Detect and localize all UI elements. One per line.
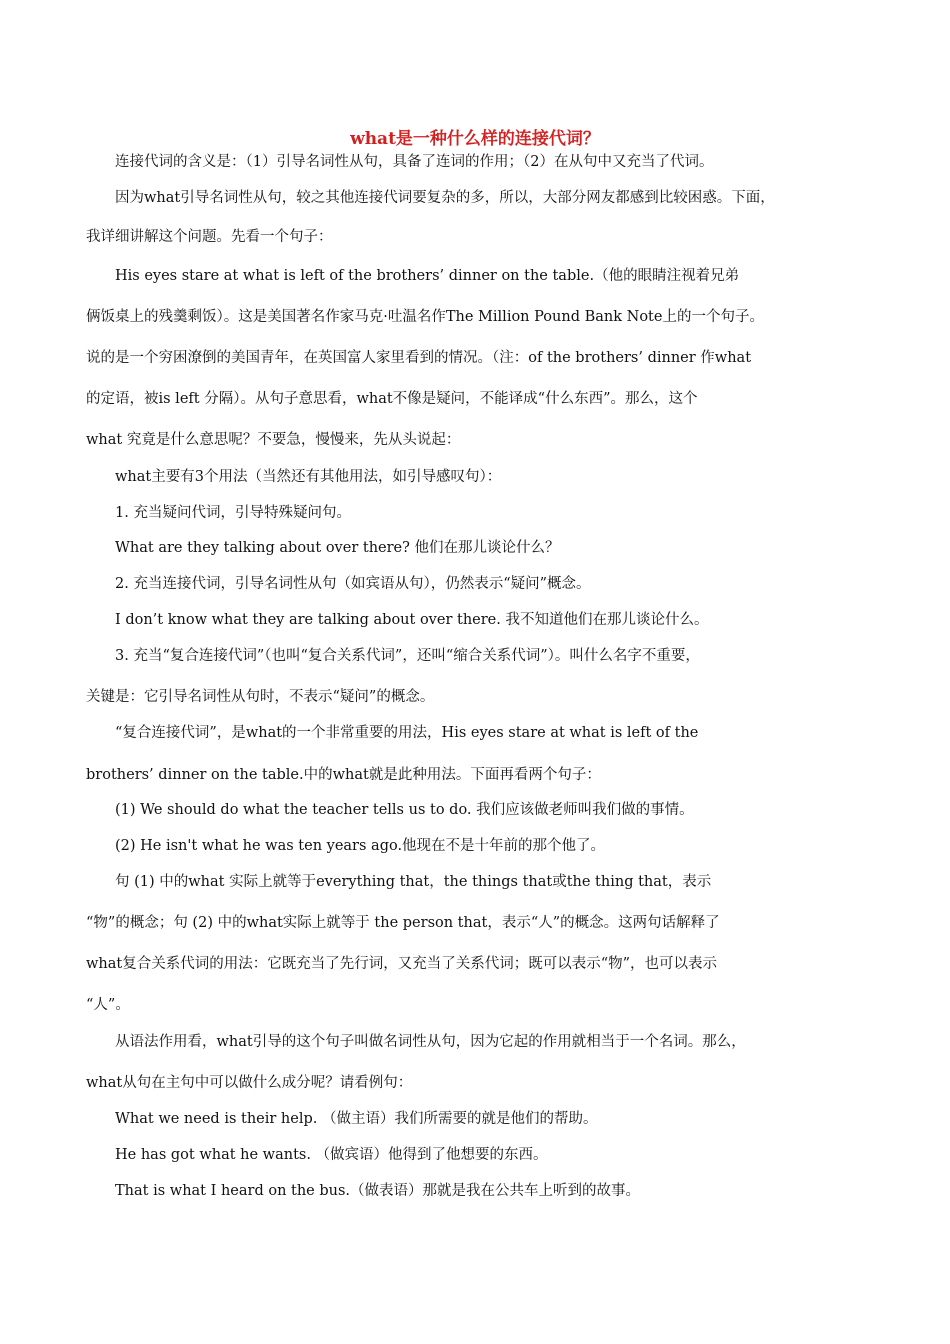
paragraph-line: 关键是：它引导名词性从句时，不表示“疑问”的概念。: [86, 689, 435, 705]
paragraph-line: He has got what he wants. （做宾语）他得到了他想要的东西。: [86, 1147, 548, 1163]
paragraph-line: His eyes stare at what is left of the brothers’ dinner on the table.（他的眼睛注视着兄弟: [86, 268, 740, 284]
paragraph-line: what复合关系代词的用法：它既充当了先行词，又充当了关系代词；既可以表示“物”，也可以表示: [86, 956, 718, 972]
paragraph-line: 我详细讲解这个问题。先看一个句子：: [86, 229, 333, 245]
paragraph-line: 因为what引导名词性从句，较之其他连接代词要复杂的多，所以，大部分网友都感到比较困惑。下面，: [86, 190, 775, 206]
paragraph-line: brothers’ dinner on the table.中的what就是此种用法。下面再看两个句子：: [86, 767, 601, 783]
paragraph-line: That is what I heard on the bus.（做表语）那就是我在公共车上听到的故事。: [86, 1183, 641, 1199]
paragraph-line: what 究竟是什么意思呢？不要急，慢慢来，先从头说起：: [86, 432, 461, 448]
paragraph-line: “人”。: [86, 997, 130, 1013]
paragraph-line: I don’t know what they are talking about over there. 我不知道他们在那儿谈论什么。: [86, 612, 709, 628]
paragraph-line: 从语法作用看，what引导的这个句子叫做名词性从句，因为它起的作用就相当于一个名词。那么，: [86, 1034, 746, 1050]
document-title: what是一种什么样的连接代词？: [350, 129, 600, 149]
paragraph-line: 连接代词的含义是：（1）引导名词性从句，具备了连词的作用；（2）在从句中又充当了代词。: [86, 154, 714, 170]
paragraph-line: “物”的概念；句 (2) 中的what实际上就等于 the person that，表示“人”的概念。这两句话解释了: [86, 915, 720, 931]
paragraph-line: 句 (1) 中的what 实际上就等于everything that，the things that或the thing that，表示: [86, 874, 712, 890]
paragraph-line: (1) We should do what the teacher tells us to do. 我们应该做老师叫我们做的事情。: [86, 802, 694, 818]
paragraph-line: 2. 充当连接代词，引导名词性从句（如宾语从句），仍然表示“疑问”概念。: [86, 576, 591, 592]
paragraph-line: 1. 充当疑问代词，引导特殊疑问句。: [86, 505, 351, 521]
paragraph-line: What we need is their help. （做主语）我们所需要的就是他们的帮助。: [86, 1111, 598, 1127]
paragraph-line: what从句在主句中可以做什么成分呢？请看例句：: [86, 1075, 413, 1091]
paragraph-line: What are they talking about over there? 他们在那儿谈论什么？: [86, 540, 560, 556]
paragraph-line: 说的是一个穷困潦倒的美国青年，在英国富人家里看到的情况。（注：of the brothers’ dinner 作what: [86, 350, 752, 366]
paragraph-line: 3. 充当“复合连接代词”（也叫“复合关系代词”，还叫“缩合关系代词”）。叫什么名字不重要，: [86, 648, 700, 664]
paragraph-line: (2) He isn't what he was ten years ago.他现在不是十年前的那个他了。: [86, 838, 606, 854]
paragraph-line: 俩饭桌上的残羹剩饭）。这是美国著名作家马克·吐温名作The Million Pound Bank Note上的一个句子。: [86, 309, 764, 325]
paragraph-line: “复合连接代词”，是what的一个非常重要的用法，His eyes stare at what is left of the: [86, 725, 699, 741]
paragraph-line: what主要有3个用法（当然还有其他用法，如引导感叹句）：: [86, 469, 502, 485]
paragraph-line: 的定语，被is left 分隔）。从句子意思看，what不像是疑问，不能译成“什么东西”。那么，这个: [86, 391, 698, 407]
